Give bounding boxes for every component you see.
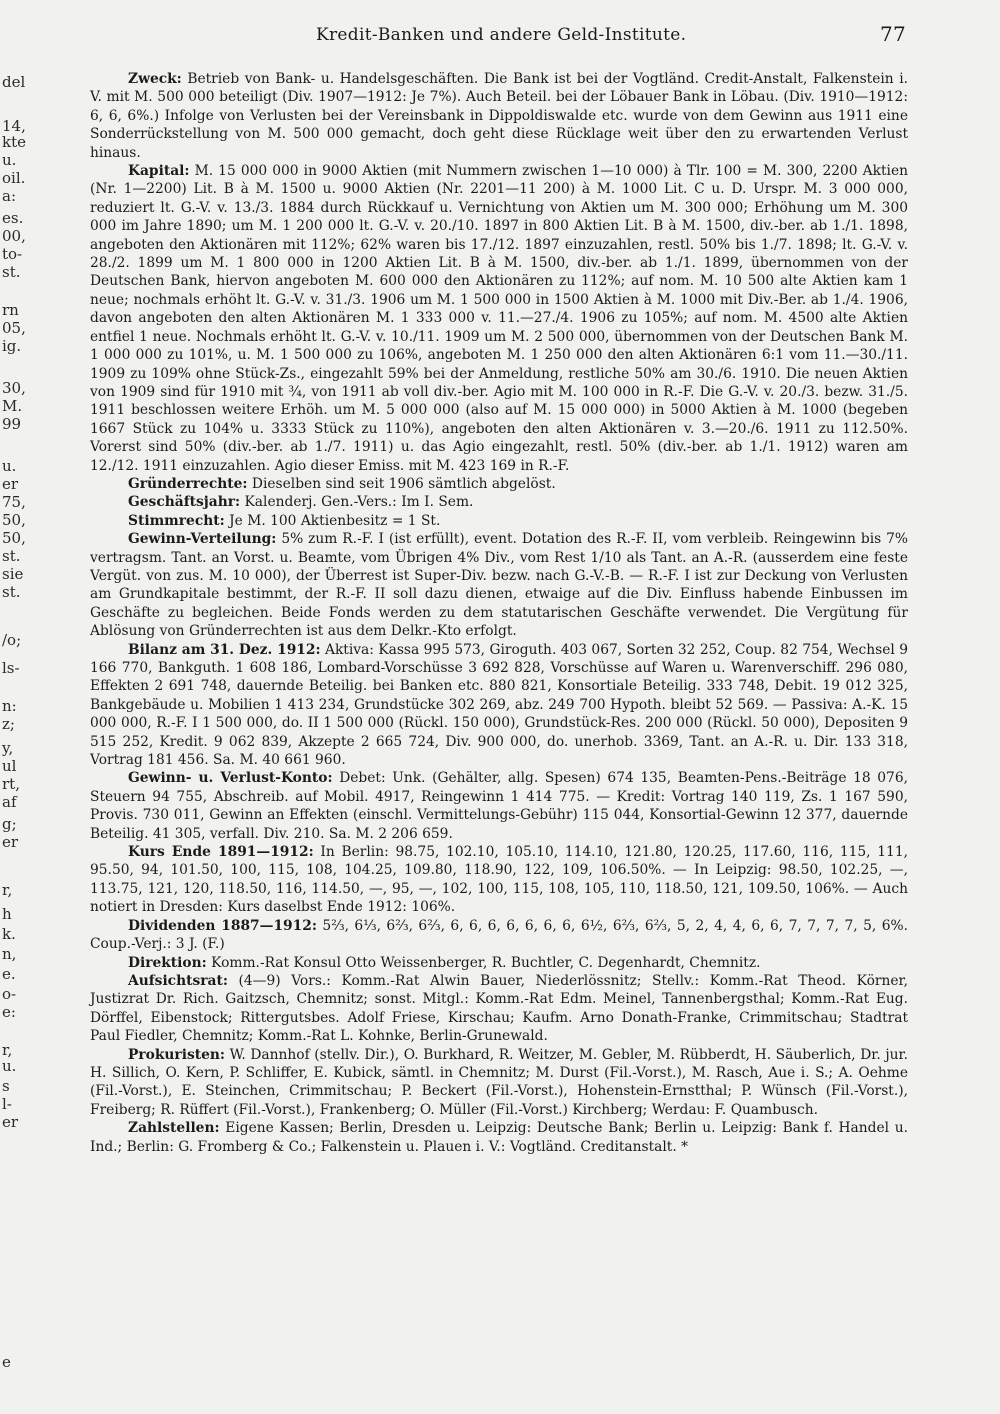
entry-paragraph <box>90 972 908 1046</box>
entry-paragraph <box>90 1119 908 1156</box>
document-body <box>90 70 908 1156</box>
entry-keyword: Dividenden 1887—1912: <box>128 917 317 934</box>
margin-fragment: o- <box>2 985 17 1003</box>
margin-fragment: 50, <box>2 511 26 529</box>
entry-keyword: Aufsichtsrat: <box>128 972 228 989</box>
entry-paragraph <box>90 493 908 511</box>
margin-fragment: g; <box>2 815 17 833</box>
margin-fragment: l- <box>2 1095 12 1113</box>
margin-fragment: st. <box>2 547 21 565</box>
entry-keyword: Kurs Ende 1891—1912: <box>128 844 314 861</box>
margin-fragment: s <box>2 1077 10 1095</box>
entry-keyword: Bilanz am 31. Dez. 1912: <box>128 641 321 658</box>
entry-text: Komm.-Rat Konsul Otto Weissenberger, R. Buchtler, C. Degenhardt, Chemnitz. <box>206 954 761 971</box>
entry-keyword: Stimmrecht: <box>128 512 225 529</box>
margin-fragment: M. <box>2 397 23 415</box>
margin-fragment: e: <box>2 1003 16 1021</box>
margin-fragment: n, <box>2 945 17 963</box>
entry-paragraph <box>90 769 908 843</box>
margin-fragment: a: <box>2 187 16 205</box>
margin-fragment: 00, <box>2 227 26 245</box>
margin-fragment: k. <box>2 925 16 943</box>
margin-fragment: er <box>2 1113 19 1131</box>
margin-fragment: r, <box>2 881 13 899</box>
entry-keyword: Zahlstellen: <box>128 1120 220 1137</box>
margin-fragment: sie <box>2 565 24 583</box>
margin-fragment: ul <box>2 757 17 775</box>
margin-fragment: oil. <box>2 169 26 187</box>
margin-fragment: af <box>2 793 17 811</box>
entry-keyword: Prokuristen: <box>128 1046 225 1063</box>
entry-text: M. 15 000 000 in 9000 Aktien (mit Nummern zwischen 1—10 000) à Tlr. 100 = M. 300, 2200 Aktien (Nr. 1—2200) Lit. B à M. 1500 u. 9000 Aktien (Nr. 2201—11 200) à M. 1000 Lit. C u. D. Urspr. M. 3 000 000, reduziert lt. G.-V. v. 13./3. 1884 durch Rückkauf u. Vernichtung von Aktien um M. 300 000; Erhöhung um M. 300 000 im Jahre 1890; um M. 1 200 000 lt. G.-V. v. 20./10. 1897 in 800 Aktien Lit. B à M. 1500, div.-ber. ab 1./1. 1898, angeboten den Aktionären mit 112%; 62% waren bis 17./12. 1897 einzuzahlen, restl. 50% bis 1./7. 1898; lt. G.-V. v. 28./2. 1899 um M. 1 800 000 in 1200 Aktien Lit. B à M. 1500, div.-ber. ab 1./1. 1899, übernommen von der Deutschen Bank, hiervon angeboten M. 600 000 den Aktionären zu 112%; auf nom. M. 10 500 alte Aktien kam 1 neue; nochmals erhöht lt. G.-V. v. 31./3. 1906 um M. 1 500 000 in 1500 Aktien à M. 1000 mit Div.-Ber. ab 1./4. 1906, davon angeboten den alten Aktionären M. 1 333 000 v. 11.—27./4. 1906 zu 105%; auf nom. M. 4500 alte Aktien entfiel 1 neue. Nochmals erhöht lt. G.-V. v. 10./11. 1909 um M. 2 500 000, übernommen von der Deutschen Bank M. 1 000 000 zu 101%, u. M. 1 500 000 zu 106%, angeboten M. 1 250 000 den alten Aktionären 6:1 vom 11.—30./11. 1909 zu 109% ohne Stück-Zs., eingezahlt 59% bei der Anmeldung, restliche 50% am 30./6. 1910. Die neuen Aktien von 1909 sind für 1910 mit ¾, von 1911 ab voll div.-ber. Agio mit M. 100 000 in R.-F. Die G.-V. v. 20./3. bezw. 31./5. 1911 beschlossen weitere Erhöh. um M. 5 000 000 (also auf M. 15 000 000) in 5000 Aktien à M. 1000 (begeben 1667 Stück zu 104% u. 3333 Stück zu 110%), angeboten den alten Aktionären v. 3.—20./6. 1911 zu 112.50%. Vorerst sind 50% (div.-ber. ab 1./7. 1911) u. das Agio eingezahlt, restl. 50% (div.-ber. ab 1./1. 1912) waren am 12./12. 1911 einzuzahlen. Agio dieser Emiss. mit M. 423 169 in R.-F. <box>90 163 908 474</box>
margin-fragment: er <box>2 833 19 851</box>
margin-fragment: del <box>2 73 26 91</box>
entry-paragraph <box>90 641 908 770</box>
margin-fragment: y, <box>2 739 14 757</box>
entry-keyword: Geschäftsjahr: <box>128 494 241 511</box>
entry-paragraph <box>90 843 908 917</box>
margin-fragment: h <box>2 905 12 923</box>
entry-text: Debet: Unk. (Gehälter, allg. Spesen) 674 135, Beamten-Pens.-Beiträge 18 076, Steuern 94 755, Abschreib. auf Mobil. 4917, Reingewinn 1 414 775. — Kredit: Vortrag 140 119, Zs. 1 167 590, Provis. 730 011, Gewinn an Effekten (einschl. Vermittelungs-Gebühr) 115 044, Konsortial-Gewinn 12 377, dauernde Beteilig. 41 305, verfall. Div. 210. Sa. M. 2 206 659. <box>90 770 908 842</box>
entry-paragraph <box>90 917 908 954</box>
margin-fragment: st. <box>2 263 21 281</box>
entry-keyword: Gewinn-Verteilung: <box>128 531 277 548</box>
margin-fragment: 30, <box>2 379 26 397</box>
entry-paragraph <box>90 475 908 493</box>
left-margin-fragments <box>0 0 32 1414</box>
margin-fragment: 05, <box>2 319 26 337</box>
margin-fragment: e <box>2 1353 11 1371</box>
entry-paragraph <box>90 162 908 475</box>
margin-fragment: u. <box>2 1057 17 1075</box>
entry-keyword: Gründerrechte: <box>128 475 248 492</box>
margin-fragment: r, <box>2 1041 13 1059</box>
entry-paragraph <box>90 954 908 972</box>
entry-text: W. Dannhof (stellv. Dir.), O. Burkhard, R. Weitzer, M. Gebler, M. Rübberdt, H. Säuberlich, Dr. jur. H. Sillich, O. Kern, P. Schliffer, E. Kubick, sämtl. in Chemnitz; M. Durst (Fil.-Vorst.), M. Rasch, Aue i. S.; A. Oehme (Fil.-Vorst.), E. Steinchen, Crimmitschau; P. Beckert (Fil.-Vorst.), Hohenstein-Ernstthal; P. Wünsch (Fil.-Vorst.), Freiberg; R. Rüffert (Fil.-Vorst.), Frankenberg; O. Müller (Fil.-Vorst.) Kirchberg; Werdau: F. Quambusch. <box>90 1046 908 1118</box>
margin-fragment: rn <box>2 301 19 319</box>
entry-text: Eigene Kassen; Berlin, Dresden u. Leipzig: Deutsche Bank; Berlin u. Leipzig: Bank f. Handel u. Ind.; Berlin: G. Fromberg & Co.; Falkenstein u. Plauen i. V.: Vogtländ. Creditanstalt. * <box>90 1120 908 1155</box>
entry-text: Je M. 100 Aktienbesitz = 1 St. <box>224 512 441 529</box>
margin-fragment: ig. <box>2 337 22 355</box>
margin-fragment: u. <box>2 457 17 475</box>
entry-text: In Berlin: 98.75, 102.10, 105.10, 114.10, 121.80, 120.25, 117.60, 116, 115, 111, 95.50, 94, 101.50, 100, 115, 108, 104.25, 109.80, 118.90, 122, 109, 106.50%. — In Leipzig: 98.50, 102.25, —, 113.75, 121, 120, 118.50, 116, 114.50, —, 95, —, 102, 100, 115, 108, 105, 110, 118.50, 121, 109.50, 106%. — Auch notiert in Dresden: Kurs daselbst Ende 1912: 106%. <box>90 844 908 916</box>
entry-paragraph <box>90 70 908 162</box>
entry-keyword: Direktion: <box>128 954 207 971</box>
margin-fragment: 75, <box>2 493 26 511</box>
margin-fragment: e. <box>2 965 16 983</box>
margin-fragment: 50, <box>2 529 26 547</box>
margin-fragment: u. <box>2 151 17 169</box>
entry-text: (4—9) Vors.: Komm.-Rat Alwin Bauer, Niederlössnitz; Stellv.: Komm.-Rat Theod. Körner, Justizrat Dr. Rich. Gaitzsch, Chemnitz; sonst. Mitgl.: Komm.-Rat Edm. Meinel, Tannenbergsthal; Komm.-Rat Eug. Dörffel, Eibenstock; Rittergutsbes. Adolf Friese, Kirschau; Kaufm. Arno Donath-Franke, Crimmitschau; Stadtrat Paul Fiedler, Chemnitz; Komm.-Rat L. Kohnke, Berlin-Grunewald. <box>90 972 908 1045</box>
entry-text: Betrieb von Bank- u. Handelsgeschäften. Die Bank ist bei der Vogtländ. Credit-Anstalt, Falkenstein i. V. mit M. 500 000 beteiligt (Div. 1907—1912: Je 7%). Auch Beteil. bei der Löbauer Bank in Löbau. (Div. 1910—1912: 6, 6, 6%.) Infolge von Verlusten bei der Vereinsbank in Dippoldiswalde etc. wurde von dem Gewinn aus 1911 eine Sonderrückstellung von M. 500 000 gemacht, doch geht diese Rücklage weit über den zu erwartenden Verlust hinaus. <box>90 71 908 161</box>
entry-text: 5% zum R.-F. I (ist erfüllt), event. Dotation des R.-F. II, vom verbleib. Reingewinn bis 7% vertragsm. Tant. an Vorst. u. Beamte, vom Übrigen 4% Div., vom Rest 1/10 als Tant. an A.-R. (ausserdem eine feste Vergüt. von zus. M. 10 000), der Überrest ist Super-Div. bezw. nach G.-V.-B. — R.-F. I ist zur Deckung von Verlusten am Grundkapitale bestimmt, der R.-F. II soll dazu dienen, etwaige auf die Div. Einfluss habende Einbussen im Geschäfte zu begleichen. Beide Fonds werden zu dem statutarischen Geschäfte verwendet. Die Vergütung für Ablösung von Gründerrechten ist aus dem Delkr.-Kto erfolgt. <box>90 531 908 640</box>
entry-keyword: Zweck: <box>128 71 182 87</box>
running-title: Kredit-Banken und andere Geld-Institute. <box>316 25 687 45</box>
page-header <box>88 22 908 50</box>
entry-text: Dieselben sind seit 1906 sämtlich abgelöst. <box>247 475 556 492</box>
entry-paragraph <box>90 512 908 530</box>
page-number: 77 <box>879 22 906 46</box>
margin-fragment: 99 <box>2 415 22 433</box>
margin-fragment: rt, <box>2 775 20 793</box>
margin-fragment: n: <box>2 697 17 715</box>
entry-text: Aktiva: Kassa 995 573, Giroguth. 403 067, Sorten 32 252, Coup. 82 754, Wechsel 9 166 770, Bankguth. 1 608 186, Lombard-Vorschüsse 3 692 828, Vorschüsse auf Waren u. Warenverschiff. 296 080, Effekten 2 691 748, dauernde Beteilig. bei Banken etc. 880 821, Konsortiale Beteilig. 333 748, Debit. 19 012 325, Bankgebäude u. Mobilien 1 413 234, Grundstücke 302 269, abz. 249 700 Hypoth. bleibt 52 569. — Passiva: A.-K. 15 000 000, R.-F. I 1 500 000, do. II 1 500 000 (Rückl. 150 000), Grundstück-Res. 200 000 (Rückl. 50 000), Depositen 9 515 252, Kredit. 9 062 839, Akzepte 2 665 724, Div. 900 000, do. unerhob. 3369, Tant. an A.-R. u. Dir. 133 318, Vortrag 181 456. Sa. M. 40 661 960. <box>90 641 908 769</box>
margin-fragment: st. <box>2 583 21 601</box>
margin-fragment: es. <box>2 209 24 227</box>
entry-text: 5⅔, 6⅓, 6⅔, 6⅔, 6, 6, 6, 6, 6, 6, 6, 6½, 6⅔, 6⅔, 5, 2, 4, 4, 6, 6, 7, 7, 7, 7, 5, 6%. Coup.-Verj.: 3 J. (F.) <box>90 917 908 953</box>
margin-fragment: ls- <box>2 659 20 677</box>
margin-fragment: 14, <box>2 117 26 135</box>
margin-fragment: z; <box>2 715 15 733</box>
margin-fragment: /o; <box>2 631 22 649</box>
entry-keyword: Kapital: <box>128 163 190 180</box>
margin-fragment: to- <box>2 245 23 263</box>
entry-paragraph <box>90 1046 908 1120</box>
entry-text: Kalenderj. Gen.-Vers.: Im I. Sem. <box>240 494 474 511</box>
margin-fragment: er <box>2 475 19 493</box>
margin-fragment: kte <box>2 133 26 151</box>
entry-keyword: Gewinn- u. Verlust-Konto: <box>128 770 333 787</box>
entry-paragraph <box>90 530 908 640</box>
